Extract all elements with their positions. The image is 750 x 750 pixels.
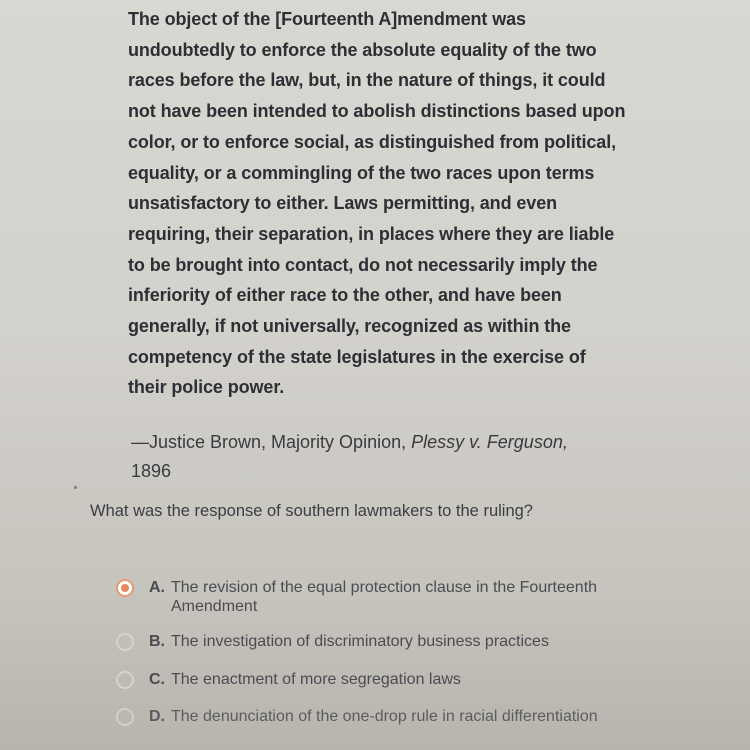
passage-line: requiring, their separation, in places where they are liable xyxy=(128,223,615,244)
passage-line: generally, if not universally, recognized as within the xyxy=(128,316,571,337)
passage-line: unsatisfactory to either. Laws permitting, and even xyxy=(128,193,558,214)
passage-line: races before the law, but, in the nature of things, it could xyxy=(128,70,606,91)
passage-line: competency of the state legislatures in the exercise of xyxy=(128,346,586,367)
passage-line: their police power. xyxy=(128,377,285,398)
option-text xyxy=(171,578,597,616)
radio-button-icon[interactable] xyxy=(116,671,134,689)
option-letter: D. xyxy=(149,708,165,725)
answer-options xyxy=(116,578,676,726)
source-passage xyxy=(128,4,658,403)
radio-button-icon[interactable] xyxy=(116,708,134,726)
passage-line: undoubtedly to enforce the absolute equality of the two xyxy=(128,39,597,60)
option-letter: C. xyxy=(149,671,165,688)
scroll-dot xyxy=(74,486,77,489)
answer-option-a[interactable] xyxy=(116,578,676,616)
passage-line: equality, or a commingling of the two races upon terms xyxy=(128,162,595,183)
passage-line: inferiority of either race to the other, and have been xyxy=(128,285,562,306)
option-letter: A. xyxy=(149,579,165,596)
answer-option-d[interactable] xyxy=(116,707,676,726)
passage-line: not have been intended to abolish distinctions based upon xyxy=(128,101,626,122)
radio-button-selected-icon[interactable] xyxy=(116,579,134,597)
question-prompt: What was the response of southern lawmakers to the ruling? xyxy=(90,502,533,520)
passage-line: color, or to enforce social, as distinguished from political, xyxy=(128,131,616,152)
radio-button-icon[interactable] xyxy=(116,633,134,651)
option-text: The enactment of more segregation laws xyxy=(171,671,461,688)
passage-line: The object of the [Fourteenth A]mendment was xyxy=(128,9,526,29)
option-letter: B. xyxy=(149,633,165,650)
option-text: The denunciation of the one-drop rule in racial differentiation xyxy=(171,708,598,725)
passage-citation xyxy=(131,428,651,486)
answer-option-b[interactable] xyxy=(116,632,676,651)
citation-year: 1896 xyxy=(131,461,172,481)
passage-line: to be brought into contact, do not necessarily imply the xyxy=(128,254,598,275)
answer-option-c[interactable] xyxy=(116,670,676,689)
option-text: The investigation of discriminatory business practices xyxy=(171,633,549,650)
option-text-line: The revision of the equal protection clause in the Fourteenth xyxy=(171,579,598,596)
citation-author: —Justice Brown, Majority Opinion, xyxy=(131,432,412,452)
option-text-line: Amendment xyxy=(171,598,258,615)
citation-case-name: Plessy v. Ferguson, xyxy=(411,432,568,452)
